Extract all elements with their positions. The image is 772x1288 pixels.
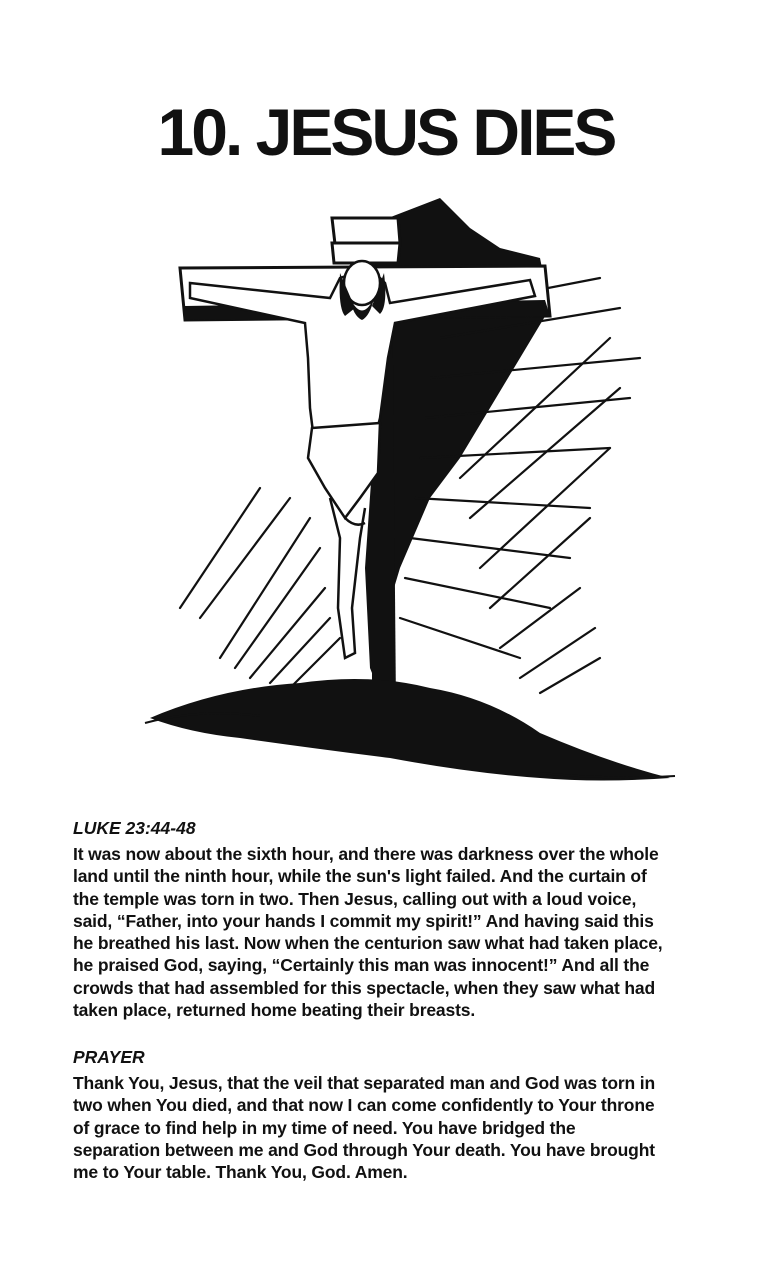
scripture-line: he breathed his last. Now when the centurion saw what had taken place,: [73, 933, 663, 954]
prayer-line: Thank You, Jesus, that the veil that separated man and God was torn in: [73, 1073, 656, 1093]
scripture-line: crowds that had assembled for this spectacle, when they saw what had: [73, 977, 656, 998]
prayer-line: me to Your table. Thank You, God. Amen.: [73, 1162, 408, 1183]
prayer-line: separation between me and God through Your death. You have brought: [73, 1139, 655, 1160]
scripture-text: [73, 843, 713, 1021]
crucifix-sketch-icon: [140, 188, 680, 798]
scripture-line: It was now about the sixth hour, and there was darkness over the whole: [73, 844, 659, 864]
scripture-line: said, “Father, into your hands I commit my spirit!” And having said this: [73, 910, 654, 931]
scripture-line: taken place, returned home beating their breasts.: [73, 1000, 476, 1021]
prayer-line: two when You died, and that now I can come confidently to Your throne: [73, 1095, 655, 1116]
prayer-text: [73, 1072, 713, 1183]
scripture-reference: LUKE 23:44-48: [73, 818, 196, 838]
scripture-line: he praised God, saying, “Certainly this man was innocent!” And all the: [73, 955, 650, 976]
scripture-line: the temple was torn in two. Then Jesus, calling out with a loud voice,: [73, 888, 637, 909]
scripture-line: land until the ninth hour, while the sun's light failed. And the curtain of: [73, 866, 647, 887]
page-title: 10. JESUS DIES: [157, 95, 615, 169]
prayer-heading: PRAYER: [73, 1047, 145, 1067]
prayer-line: of grace to find help in my time of need. You have bridged the: [73, 1117, 576, 1138]
